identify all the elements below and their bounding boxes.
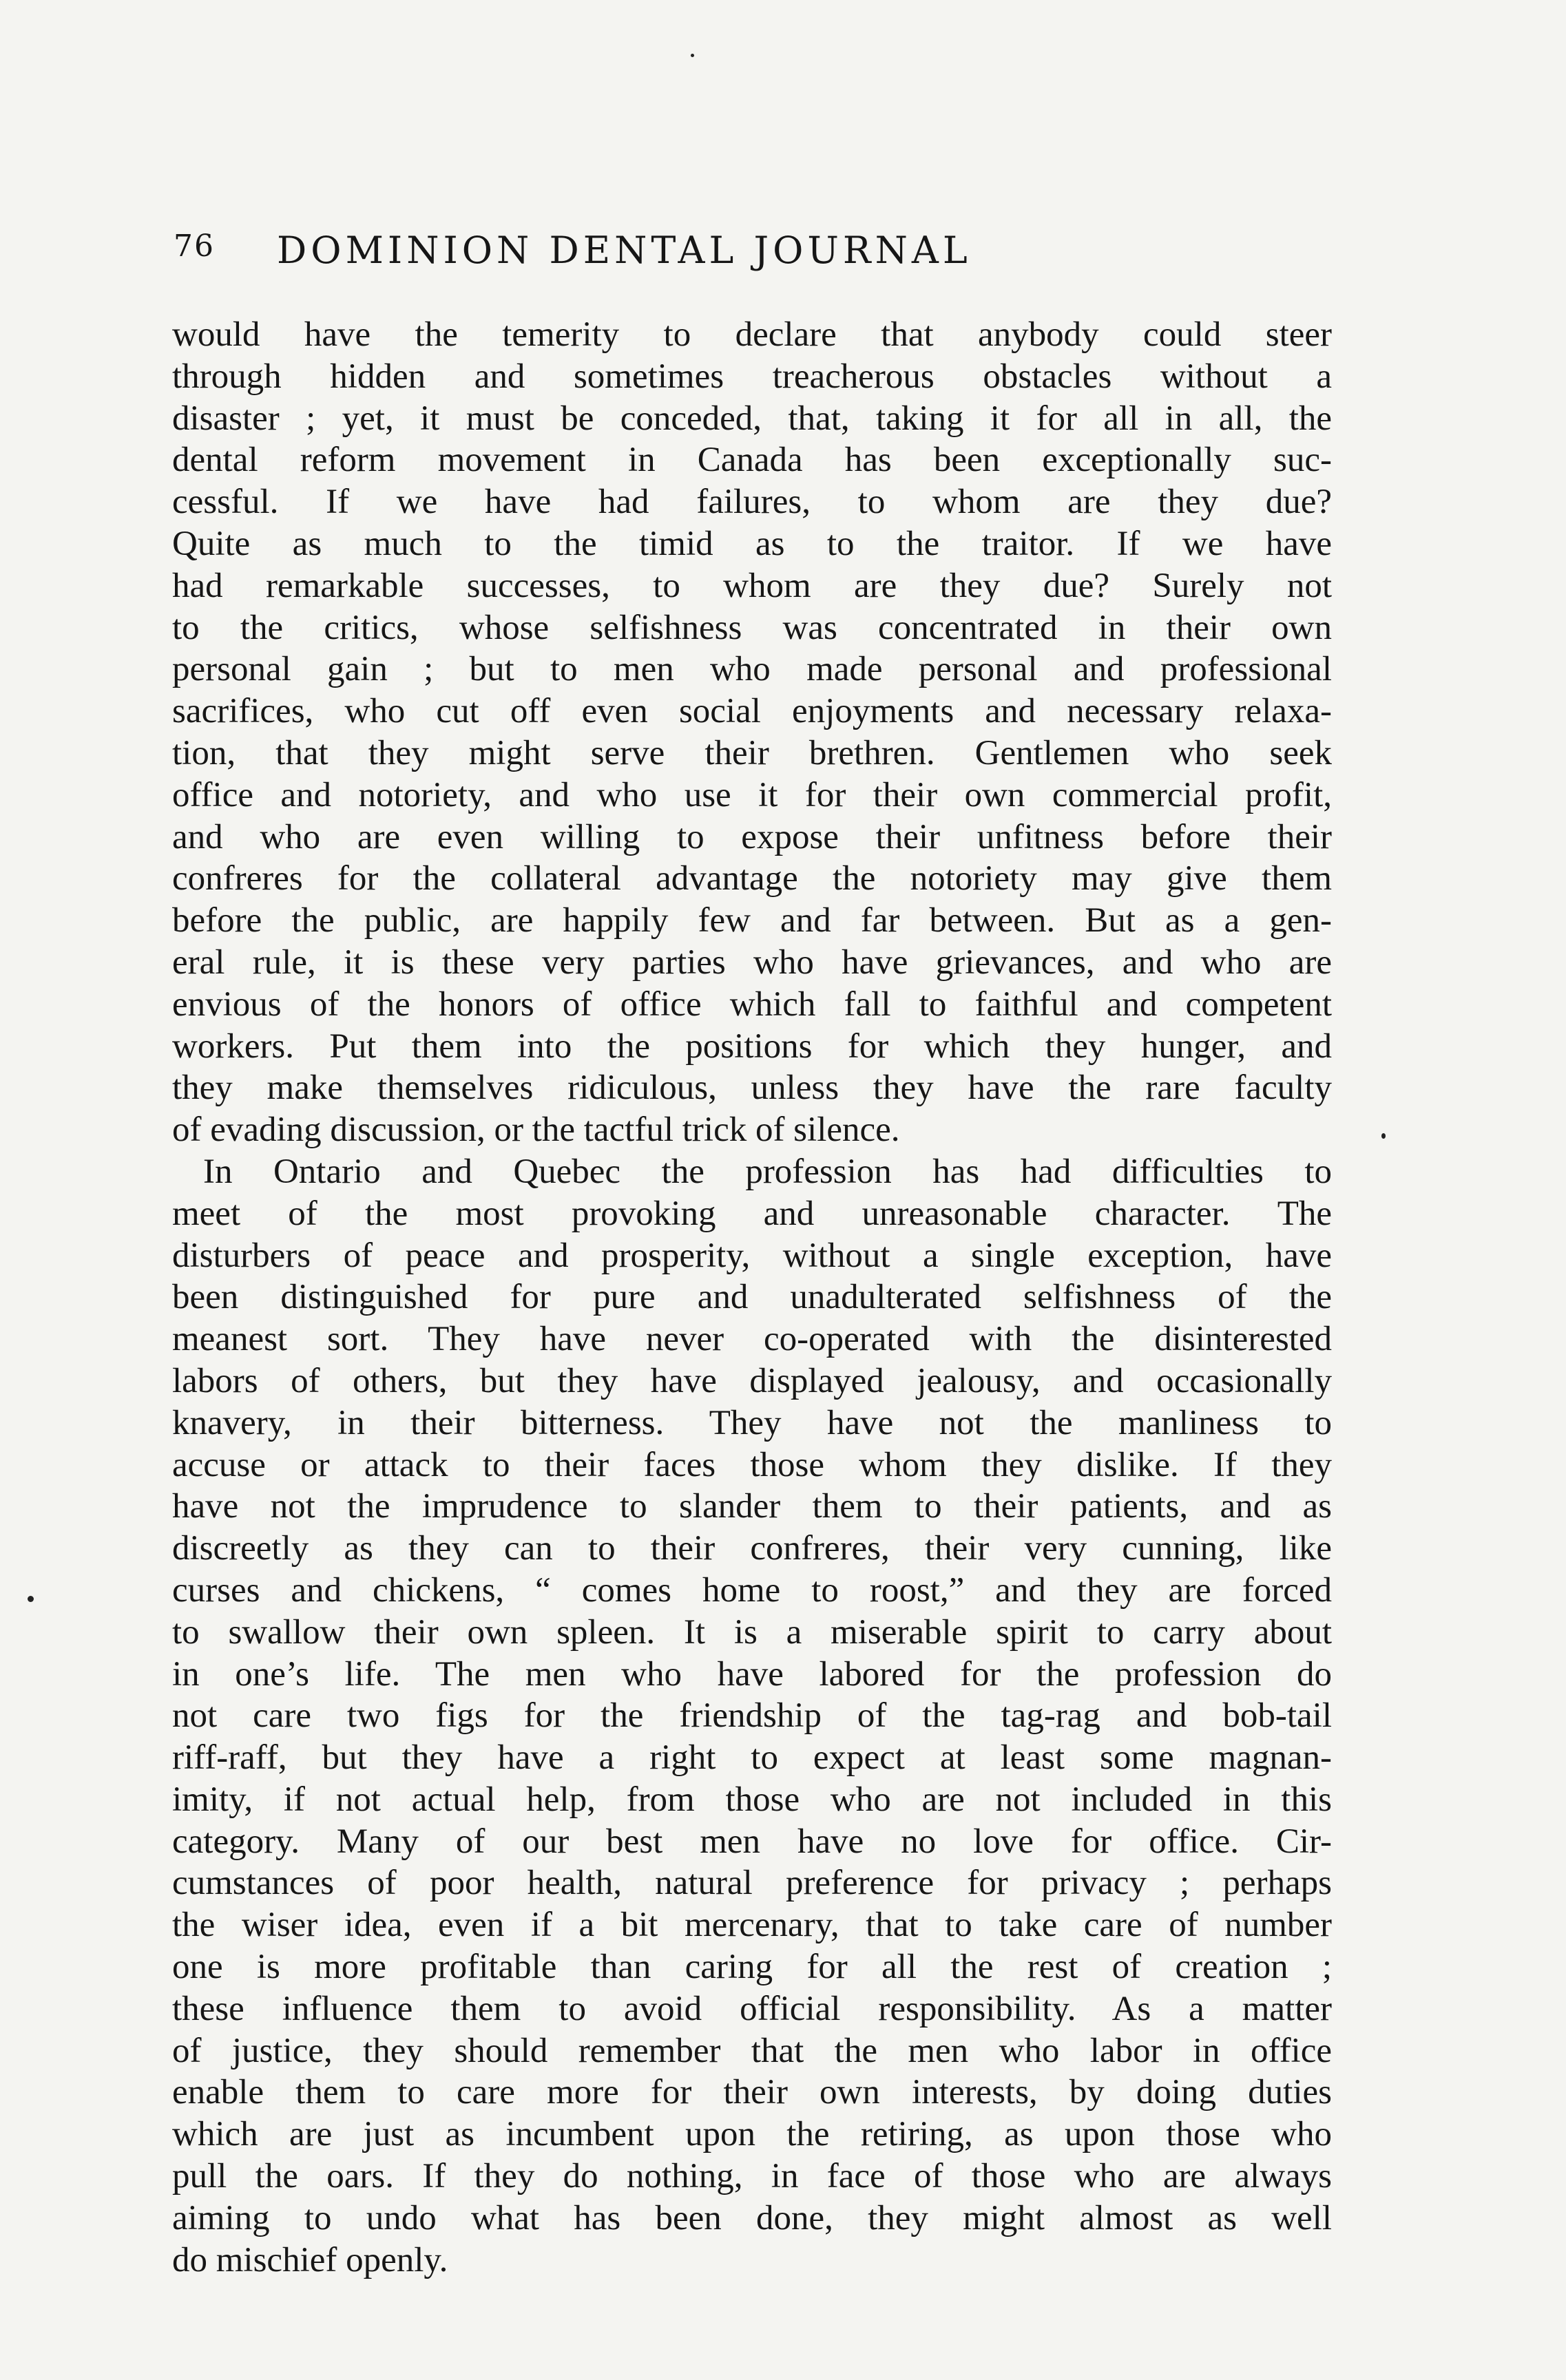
text-line: cumstances of poor health, natural preference for privacy ; perhaps	[172, 1864, 1332, 1903]
text-line: one is more profitable than caring for all the rest of creation ;	[172, 1948, 1332, 1987]
text-line: would have the temerity to declare that anybody could steer	[172, 315, 1332, 354]
paragraph-end-line: do mischief openly.	[172, 2240, 448, 2279]
text-line: sacrifices, who cut off even social enjoyments and necessary relaxa-	[172, 692, 1332, 731]
text-line: cessful. If we have had failures, to whom are they due?	[172, 483, 1332, 522]
text-line: enable them to care more for their own interests, by doing duties	[172, 2073, 1332, 2112]
text-line: dental reform movement in Canada has been exceptionally suc-	[172, 441, 1332, 480]
article-body	[172, 314, 1332, 2281]
page-header	[174, 229, 1328, 277]
text-line: Quite as much to the timid as to the traitor. If we have	[172, 524, 1332, 563]
text-line: imity, if not actual help, from those who are not included in this	[172, 1780, 1332, 1819]
text-line: accuse or attack to their faces those whom they dislike. If they	[172, 1445, 1332, 1484]
text-line: personal gain ; but to men who made personal and professional	[172, 650, 1332, 689]
text-line: category. Many of our best men have no love for office. Cir-	[172, 1822, 1332, 1861]
text-line: envious of the honors of office which fall to faithful and competent	[172, 984, 1332, 1024]
text-line: aiming to undo what has been done, they might almost as well	[172, 2198, 1332, 2237]
paragraph-start-line: In Ontario and Quebec the profession has had difficulties to	[203, 1152, 1332, 1191]
scan-speck	[28, 1596, 34, 1602]
text-line: labors of others, but they have displayed jealousy, and occasionally	[172, 1361, 1332, 1400]
text-line: and who are even willing to expose their unfitness before their	[172, 817, 1332, 856]
text-line: discreetly as they can to their confreres, their very cunning, like	[172, 1529, 1332, 1568]
text-line: office and notoriety, and who use it for their own commercial profit,	[172, 775, 1332, 814]
running-title: DOMINION DENTAL JOURNAL	[277, 229, 972, 272]
paragraph-end-line: of evading discussion, or the tactful trick of silence.	[172, 1110, 900, 1150]
text-line: been distinguished for pure and unadulterated selfishness of the	[172, 1278, 1332, 1317]
text-line: pull the oars. If they do nothing, in face of those who are always	[172, 2157, 1332, 2196]
text-line: confreres for the collateral advantage the notoriety may give them	[172, 859, 1332, 898]
scan-speck	[1381, 1133, 1386, 1139]
text-line: eral rule, it is these very parties who have grievances, and who are	[172, 942, 1332, 982]
text-line: workers. Put them into the positions for which they hunger, and	[172, 1026, 1332, 1066]
text-line: disturbers of peace and prosperity, without a single exception, have	[172, 1236, 1332, 1275]
text-line: disaster ; yet, it must be conceded, that, taking it for all in all, the	[172, 399, 1332, 438]
scan-speck	[691, 54, 694, 57]
text-line: have not the imprudence to slander them to their patients, and as	[172, 1487, 1332, 1526]
text-line: to swallow their own spleen. It is a miserable spirit to carry about	[172, 1612, 1332, 1652]
text-line: to the critics, whose selfishness was concentrated in their own	[172, 608, 1332, 647]
text-line: meet of the most provoking and unreasonable character. The	[172, 1194, 1332, 1233]
text-line: before the public, are happily few and far between. But as a gen-	[172, 901, 1332, 940]
text-line: the wiser idea, even if a bit mercenary, that to take care of number	[172, 1906, 1332, 1945]
text-line: meanest sort. They have never co-operated with the disinterested	[172, 1320, 1332, 1359]
text-line: curses and chickens, “ comes home to roost,” and they are forced	[172, 1570, 1332, 1610]
text-line: in one’s life. The men who have labored for the profession do	[172, 1654, 1332, 1694]
text-line: of justice, they should remember that the men who labor in office	[172, 2031, 1332, 2070]
page-number: 76	[174, 229, 215, 264]
text-line: riff-raff, but they have a right to expect at least some magnan-	[172, 1738, 1332, 1778]
text-line: had remarkable successes, to whom are they due? Surely not	[172, 566, 1332, 605]
text-line: which are just as incumbent upon the retiring, as upon those who	[172, 2115, 1332, 2154]
text-line: these influence them to avoid official responsibility. As a matter	[172, 1989, 1332, 2028]
text-line: knavery, in their bitterness. They have not the manliness to	[172, 1403, 1332, 1442]
text-line: through hidden and sometimes treacherous obstacles without a	[172, 357, 1332, 396]
text-line: not care two figs for the friendship of the tag-rag and bob-tail	[172, 1696, 1332, 1736]
text-line: they make themselves ridiculous, unless they have the rare faculty	[172, 1068, 1332, 1108]
text-line: tion, that they might serve their brethren. Gentlemen who seek	[172, 733, 1332, 772]
